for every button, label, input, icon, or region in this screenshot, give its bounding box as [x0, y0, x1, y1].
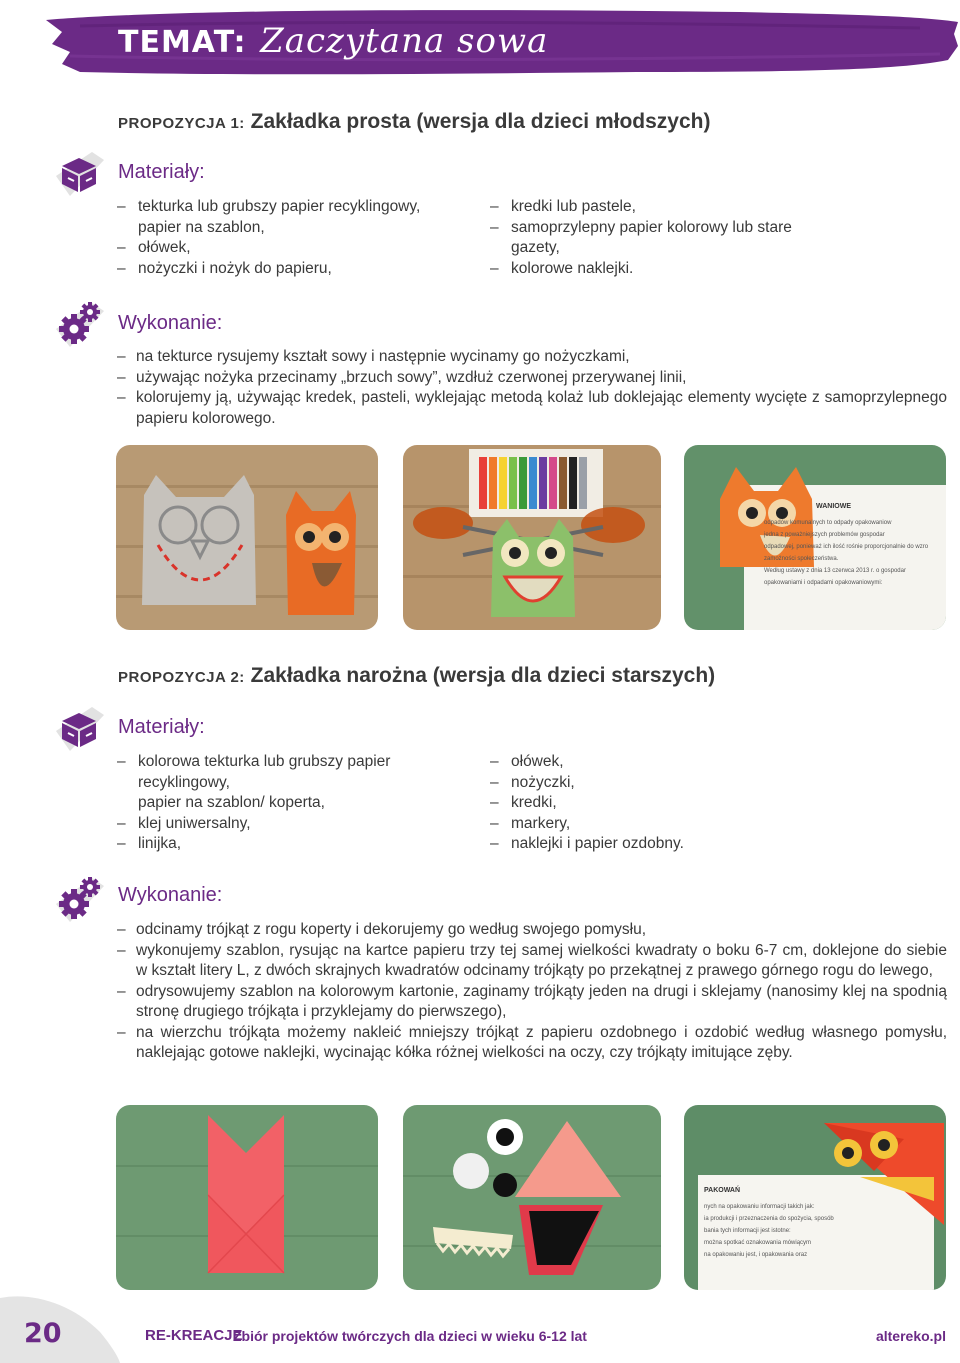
photo-page-heading: PAKOWAŃ: [704, 1187, 741, 1194]
footer-brand: RE-KREACJE: [145, 1327, 243, 1344]
list-item: papier na szablon/ koperta,: [138, 794, 325, 811]
list-item: – na tekturce rysujemy kształt sowy i następnie wycinamy go nożyczkami,: [117, 348, 630, 365]
photo-page-heading: WANIOWE: [816, 503, 851, 510]
steps-title-1: Wykonanie:: [118, 312, 223, 334]
list-item: – kolorowa tekturka lub grubszy papier: [117, 753, 391, 770]
header-title-text: Zaczytana sowa: [260, 21, 549, 61]
gears-icon: [52, 295, 108, 351]
list-item: gazety,: [511, 239, 560, 256]
list-item: – naklejki i papier ozdobny.: [490, 835, 684, 852]
materials-list-1a: [117, 197, 477, 279]
list-item: – kredki,: [490, 794, 557, 811]
photo-corner-template: [116, 1105, 378, 1290]
gears-icon: [52, 870, 108, 926]
page-number: 20: [24, 1318, 62, 1349]
list-item: – kolorowe naklejki.: [490, 259, 634, 277]
list-item: papier na szablon,: [138, 218, 265, 236]
proposal-2-title: Zakładka narożna (wersja dla dzieci starszych): [250, 664, 716, 687]
box-icon: [52, 146, 108, 202]
list-item: – używając nożyka przecinamy „brzuch sowy”, wzdłuż czerwonej przerywanej linii,: [117, 368, 687, 386]
steps-list-1: [117, 347, 947, 429]
photo-owl-template: [116, 445, 378, 630]
proposal-1-title: Zakładka prosta (wersja dla dzieci młodszych): [250, 110, 711, 133]
list-item: – klej uniwersalny,: [117, 814, 251, 832]
list-item: – ołówek,: [490, 753, 564, 770]
proposal-2-prefix: PROPOZYCJA 2:: [118, 669, 245, 686]
proposal-1-heading: [118, 110, 710, 134]
photo-monster-bookmark: [684, 1105, 946, 1290]
list-item: – markery,: [490, 814, 571, 832]
proposal-2-heading: [118, 664, 715, 688]
monster-bookmark-scene: [684, 1105, 946, 1290]
list-item: – ołówek,: [117, 239, 191, 256]
list-item: – samoprzylepny papier kolorowy lub stare: [490, 218, 792, 236]
footer-text: Zbiór projektów twórczych dla dzieci w wieku 6-12 lat: [233, 1328, 587, 1344]
list-item: – odrysowujemy szablon na kolorowym kartonie, zaginamy trójkąty jeden na drugi i sklejamy (nanosimy klej na spodnią stronę drugiego trójkąta i przyklejamy do pierwszego),: [117, 982, 947, 1020]
footer-link[interactable]: altereko.pl: [875, 1328, 946, 1344]
photo-owl-with-crayons: [403, 445, 661, 630]
list-item: recyklingowy,: [138, 773, 230, 791]
proposal-1-prefix: PROPOZYCJA 1:: [118, 115, 245, 132]
steps-title-2: Wykonanie:: [118, 884, 223, 906]
steps-list-2: [117, 920, 947, 1064]
list-item: – wykonujemy szablon, rysując na kartce papieru trzy tej samej wielkości kwadraty o boku 6-7 cm, doklejone do siebie w kształt litery L, z dwóch skrajnych kwadratów odcinamy trójkąty po przekątnej z prawego górnego rogu do lewego,: [117, 941, 947, 979]
page-title: [118, 20, 548, 61]
list-item: – linijka,: [117, 835, 182, 852]
list-item: – nożyczki i nożyk do papieru,: [117, 259, 332, 277]
photo-owl-bookmark: [684, 445, 946, 630]
photo-page-text: nych na opakowaniu informacji takich jak: ia produkcji i przeznaczenia do spożycia, sposób bania tych informacji jest istotne: można spotkać oznakowania mówiącym na opakowaniu jest, i opakowania oraz: [704, 1204, 834, 1258]
materials-list-2b: [490, 752, 850, 855]
list-item: – nożyczki,: [490, 773, 575, 791]
list-item: – na wierzchu trójkąta możemy nakleić mniejszy trójkąt z papieru ozdobnego i ozdobić według własnego pomysłu, naklejając gotowe naklejki, wycinając kółka różnej wielkości na oczy, czy trójkąty imitujące zęby.: [117, 1023, 947, 1061]
materials-list-2a: [117, 752, 477, 855]
list-item: – kredki lub pastele,: [490, 198, 636, 215]
materials-list-1b: [490, 197, 850, 279]
materials-title-1: Materiały:: [118, 161, 205, 183]
list-item: – odcinamy trójkąt z rogu koperty i dekorujemy go według swojego pomysłu,: [117, 921, 647, 938]
list-item: – tekturka lub grubszy papier recyklingowy,: [117, 198, 421, 215]
photo-page-text: odpadów komunalnych to odpady opakowaniow jedna z poważniejszych problemów gospodar odpadowej, ponieważ ich ilość rośnie proporcjonalnie do wzro zamożności społeczeństwa. Według ustawy z dnia 13 czerwca 2013 r. o gospodar opakowaniami i odpadami opakowaniowymi:: [764, 520, 929, 586]
list-item: – kolorujemy ją, używając kredek, pasteli, wyklejając metodą kolaż lub doklejając elementy wycięte z samoprzylepnego papieru kolorowego.: [117, 389, 947, 427]
materials-title-2: Materiały:: [118, 716, 205, 738]
box-icon: [52, 701, 108, 757]
header-label: TEMAT:: [118, 25, 247, 60]
photo-monster-parts: [403, 1105, 661, 1290]
